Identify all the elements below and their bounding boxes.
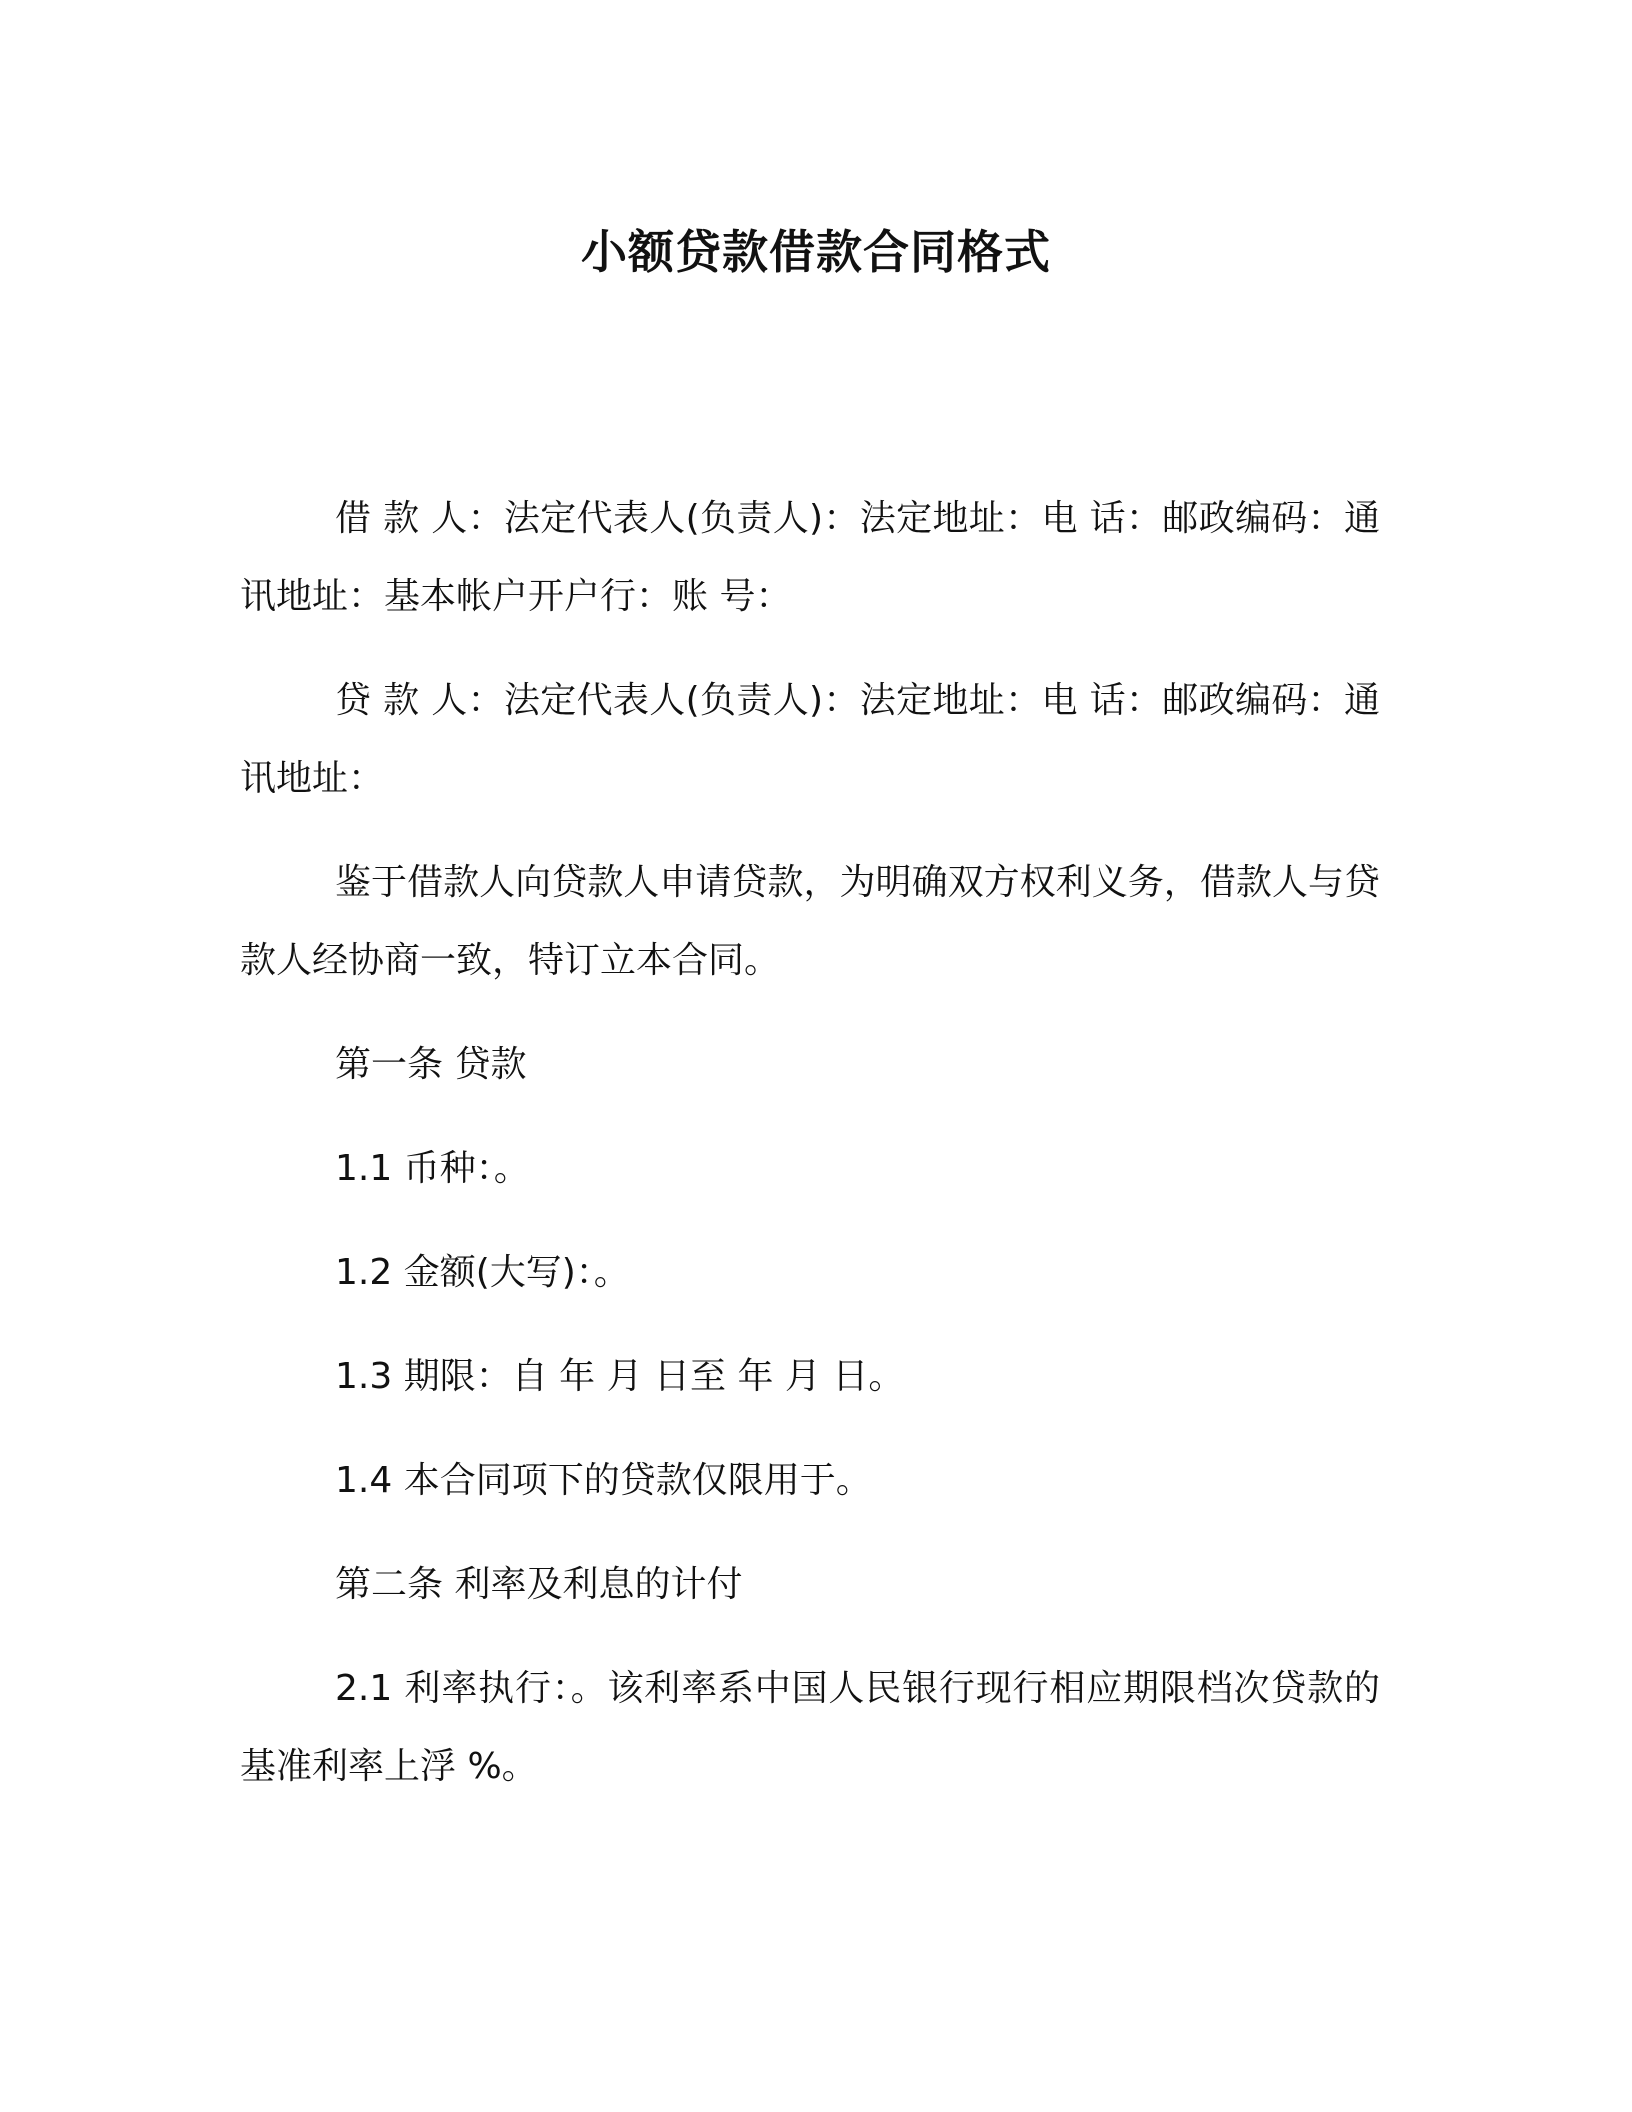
clause-1-2: 1.2 金额(大写)：。 <box>335 1252 630 1293</box>
clause-1-3: 1.3 期限：自 年 月 日至 年 月 日。 <box>335 1356 905 1397</box>
article-1-heading: 第一条 贷款 <box>335 1044 527 1085</box>
clause-2-1: 2.1 利率执行：。该利率系中国人民银行现行相应期限档次贷款的基准利率上浮 %。 <box>240 1668 1380 1787</box>
document-body <box>240 480 1380 1806</box>
clause-1-1: 1.1 币种：。 <box>335 1148 530 1189</box>
document-title: 小额贷款借款合同格式 <box>581 225 1051 279</box>
article-2-heading: 第二条 利率及利息的计付 <box>335 1564 743 1605</box>
borrower-info-paragraph: 借 款 人：法定代表人(负责人)：法定地址：电 话：邮政编码：通讯地址：基本帐户开户行：账 号： <box>240 498 1380 617</box>
lender-info-paragraph: 贷 款 人：法定代表人(负责人)：法定地址：电 话：邮政编码：通讯地址： <box>240 680 1380 799</box>
preamble-paragraph: 鉴于借款人向贷款人申请贷款，为明确双方权利义务，借款人与贷款人经协商一致，特订立本合同。 <box>240 862 1380 981</box>
clause-1-4: 1.4 本合同项下的贷款仅限用于。 <box>335 1460 872 1501</box>
